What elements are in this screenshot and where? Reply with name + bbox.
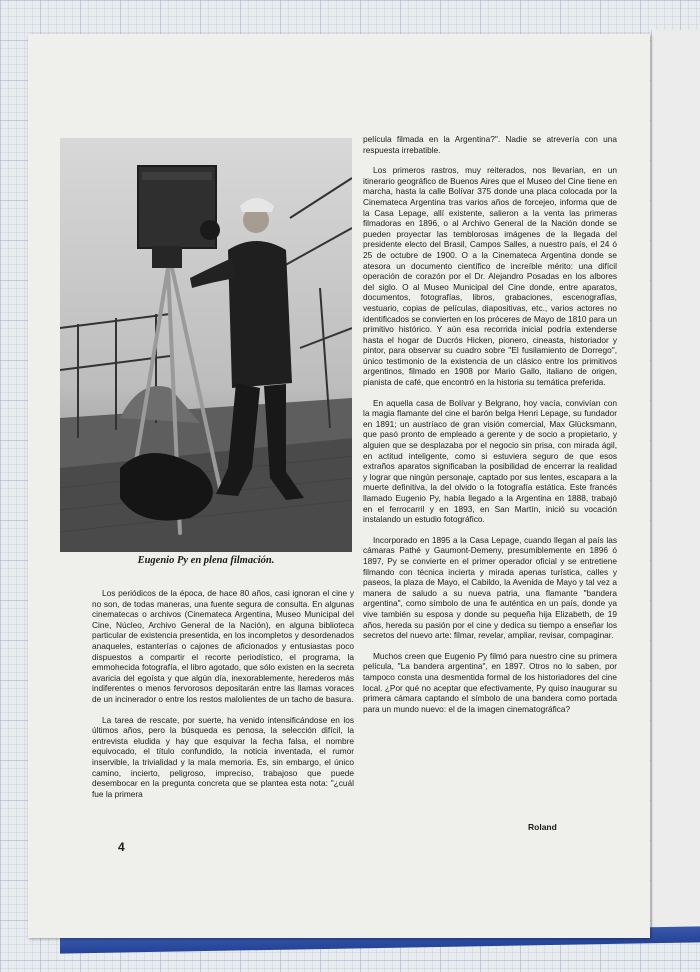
article-left-column <box>92 588 354 809</box>
photo-caption: Eugenio Py en plena filmación. <box>137 555 275 566</box>
magazine-page <box>28 34 650 938</box>
adjacent-page-edge <box>651 30 700 935</box>
article-paragraph: película filmada en la Argentina?". Nadie se atrevería con una respuesta irrebatible. <box>363 134 617 155</box>
article-paragraph: Los primeros rastros, muy reiterados, nos llevarían, en un itinerario geográfico de Buenos Aires que el Museo del Cine tiene en marcha, hasta la calle Bolívar 375 donde una placa colocada por la Cinemateca Argentina tras varios años de forcejeo, informa que de la Casa Lepage, allí existente, salieron a la venta las primeras filmadoras en 1896, o al Archivo General de la Nación donde se pueden proyectar las temblorosas imágenes de la llegada del presidente electo del Brasil, Campos Salles, a nuestro país, el 24 ó 25 de octubre de 1900. O a la Cinemateca Argentina donde se atesora un documento científico de increíble mérito: una difícil operación de corazón por el Dr. Alejandro Posadas en los albores del siglo. O al Museo Municipal del Cine donde, entre aparatos, documentos, fotografías, libros, grabaciones, escenografías, vestuario, copias de películas, diapositivas, etc., varios actores no identificados se convierten en los próceres de Mayo de 1810 para un primitivo histórico. Y aún esa recorrida inicial podría extenderse hasta el hogar de Ducrós Hicken, pionero, cineasta, historiador y pintor, para observar su cuadro sobre "El fusilamiento de Dorrego", único testimonio de la existencia de un clásico entre los primitivos argentinos, filmado en 1908 por Mario Gallo, italiano de origen, pianista de café, que encontró en la historia su temática preferida. <box>363 165 617 388</box>
author-signature: Roland <box>528 822 557 832</box>
article-paragraph: Muchos creen que Eugenio Py filmó para nuestro cine su primera película, "La bandera argentina", en 1897. Otros no lo saben, por tampoco consta una desmentida formal de los historiadores del cine local. ¿Por qué no aceptar que efectivamente, Py quiso inaugurar su primera cámara captando el símbolo de una bandera como portada para un mundo nuevo: el de la imagen cinematográfica? <box>363 650 617 714</box>
article-paragraph: La tarea de rescate, por suerte, ha venido intensificándose en los últimos años, pero la búsqueda es penosa, la selección difícil, la entrevista eludida y hay que esquivar la fecha falsa, el nombre equivocado, el título confundido, la noticia inventada, el rumor inservible, la trivialidad y la mala memoria. Es, sin embargo, el único camino, incierto, peligroso, impreciso, trabajoso que puede desembocar en la pregunta concreta que se plantea esta nota: "¿cuál fue la primera <box>92 714 354 799</box>
article-paragraph: Incorporado en 1895 a la Casa Lepage, cuando llegan al país las cámaras Pathé y Gaumont-Demeny, presumiblemente en 1896 ó 1897, Py se convierte en el primer operador oficial y se entretiene filmando con técnica incierta y mirada apenas turística, calles y paseos, la plaza de Mayo, el Cabildo, la Avenida de Mayo y tal vez a manera de saludo a su nueva patria, una flamante "bandera argentina", como símbolo de una fe auténtica en un país, donde ya vive también su esposa y donde su pequeña hija Elizabeth, de 19 años, hereda su pasión por el cine y dedica su tiempo a enseñar los secretos del nuevo arte: filmar, revelar, ampliar, revisar, compaginar. <box>363 534 617 641</box>
cameraman-photo <box>60 138 352 552</box>
page-number: 4 <box>118 840 125 854</box>
article-paragraph: Los periódicos de la época, de hace 80 años, casi ignoran el cine y no son, de todas maneras, una fuente segura de consulta. En algunas cinematecas o archivos (Cinemateca Argentina, Museo Municipal del Cine, Núcleo, Archivo General de la Nación), en alguna biblioteca particular de existencia presentida, en los incompletos y desordenados anaqueles, estanterías o cajones de aficionados y entusiastas poco dispuestos a compartir el recorte periodístico, el programa, la emmohecida fotografía, el libro agotado, que sólo existen en la secreta avaricia del egoísta y que algún día, inexorablemente, herederos más indiferentes o menos fervorosos depositarán entre las llamas voraces de un incinerador o entre los restos malolientes de un tacho de basura. <box>92 588 354 704</box>
article-paragraph: En aquella casa de Bolívar y Belgrano, hoy vacía, convivían con la magia flamante del cine el barón belga Henri Lepage, su fundador en 1891; un austríaco de gran visión comercial, Max Glücksmann, que pasó pronto de empleado a gerente y de socio a propietario, y alguien que se desplazaba por el negocio sin prisa, con mirada ágil, en actitud inteligente, como si estuviera seguro de que esos extraños aparatos significaban la posibilidad de encerrar la realidad y lograr que ningún personaje, captado por sus lentes, escapara a la muerte definitiva, la del olvido o la fotografía estática. Este francés llamado Eugenio Py, había llegado a la Argentina en 1888, trabajó en el ferrocarril y en 1893, en San Martín, inició su vocación instalando un estudio fotográfico. <box>363 397 617 525</box>
article-right-column <box>363 134 617 724</box>
photograph <box>60 138 352 552</box>
